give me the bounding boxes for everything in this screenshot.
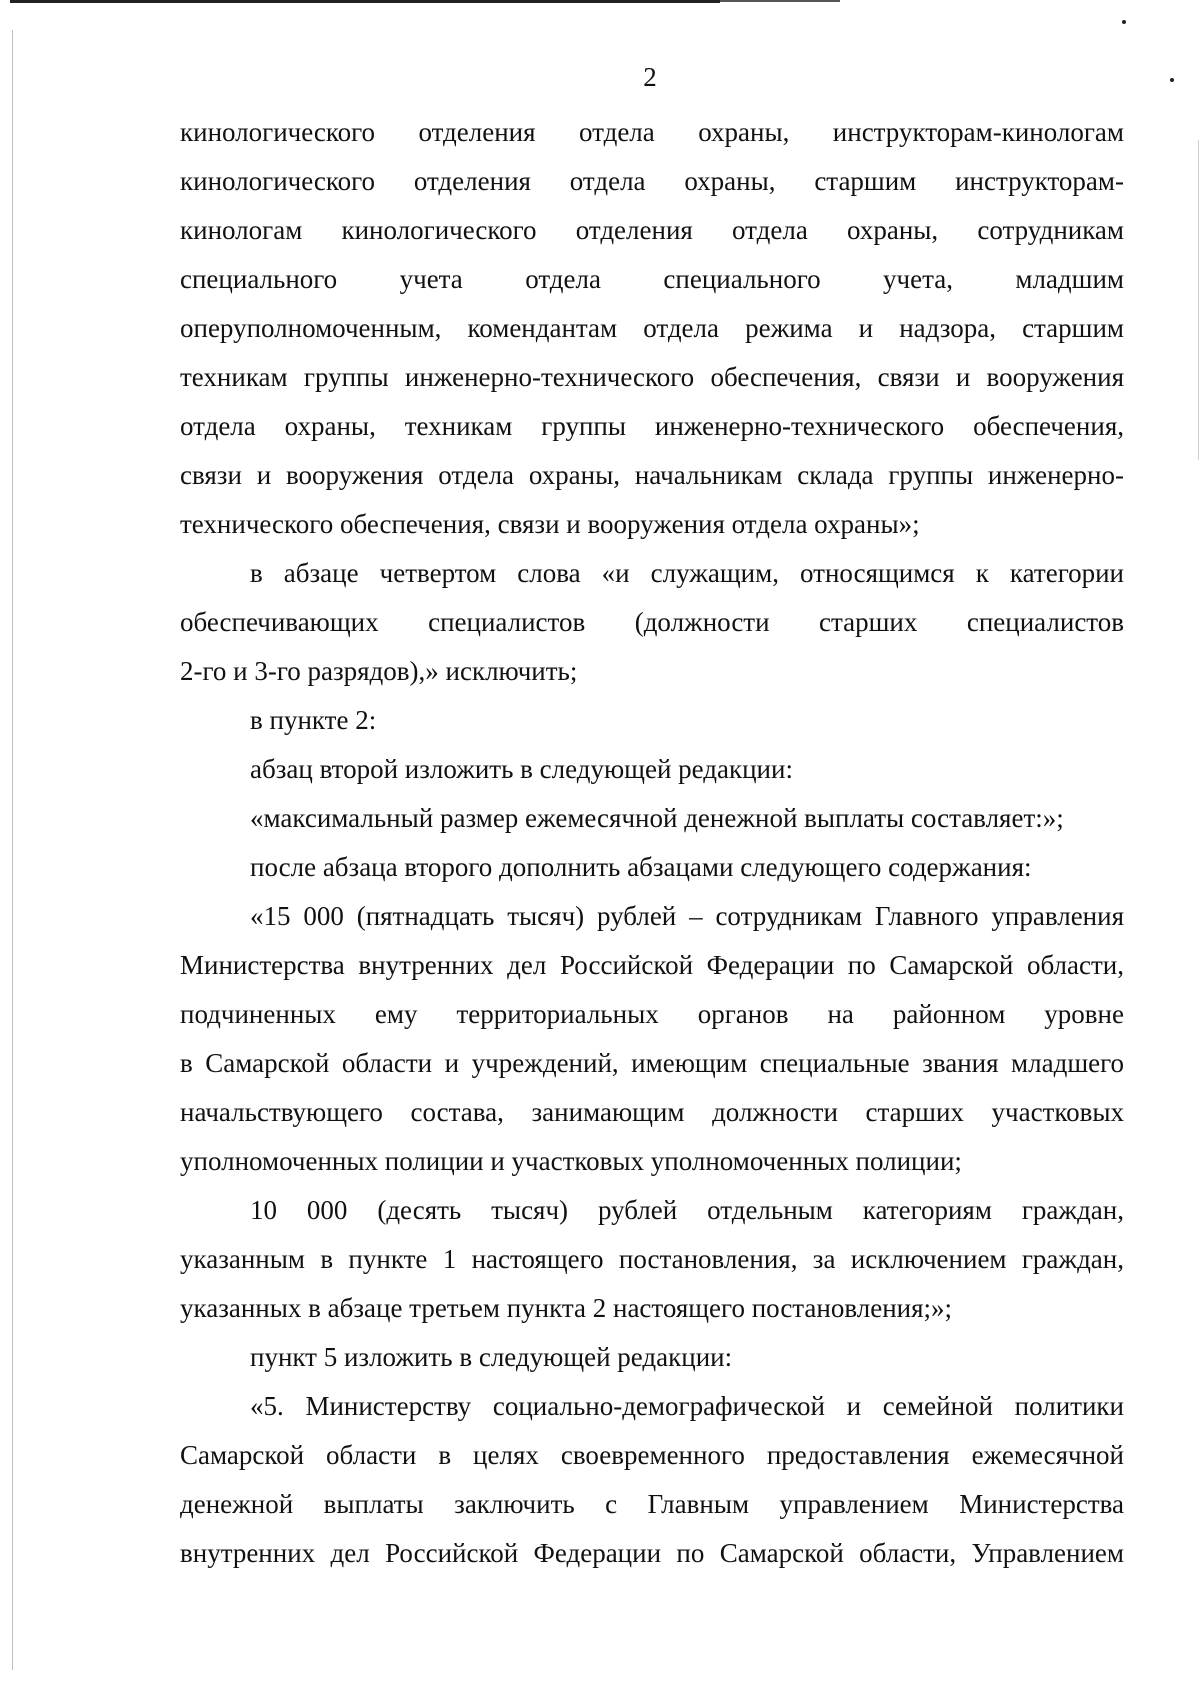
text-line: Самарской области в целях своевременного предоставления ежемесячной bbox=[180, 1440, 1124, 1470]
text-line: 2-го и 3-го разрядов),» исключить; bbox=[180, 656, 578, 686]
text-line: в Самарской области и учреждений, имеющим специальные звания младшего bbox=[180, 1048, 1124, 1078]
text-line: 10 000 (десять тысяч) рублей отдельным категориям граждан, bbox=[250, 1195, 1124, 1225]
text-line: пункт 5 изложить в следующей редакции: bbox=[250, 1342, 733, 1372]
text-line: кинологам кинологического отделения отдела охраны, сотрудникам bbox=[180, 215, 1124, 245]
text-line: уполномоченных полиции и участковых уполномоченных полиции; bbox=[180, 1146, 962, 1176]
text-line: обеспечивающих специалистов (должности старших специалистов bbox=[180, 607, 1124, 637]
text-line: указанным в пункте 1 настоящего постановления, за исключением граждан, bbox=[180, 1244, 1124, 1274]
text-line: отдела охраны, техникам группы инженерно-технического обеспечения, bbox=[180, 411, 1124, 441]
scan-edge-top bbox=[10, 0, 720, 3]
text-line: кинологического отделения отдела охраны, старшим инструкторам- bbox=[180, 166, 1124, 196]
text-line: технического обеспечения, связи и вооружения отдела охраны»; bbox=[180, 509, 920, 539]
text-line: связи и вооружения отдела охраны, начальникам склада группы инженерно- bbox=[180, 460, 1124, 490]
text-line: «15 000 (пятнадцать тысяч) рублей – сотрудникам Главного управления bbox=[250, 901, 1124, 931]
scan-speck bbox=[1122, 20, 1126, 24]
text-line: кинологического отделения отдела охраны, инструкторам-кинологам bbox=[180, 117, 1124, 147]
text-line: специального учета отдела специального учета, младшим bbox=[180, 264, 1124, 294]
text-line: абзац второй изложить в следующей редакции: bbox=[250, 754, 793, 784]
text-line: оперуполномоченным, комендантам отдела режима и надзора, старшим bbox=[180, 313, 1124, 343]
text-line: в абзаце четвертом слова «и служащим, относящимся к категории bbox=[250, 558, 1124, 588]
text-line: денежной выплаты заключить с Главным управлением Министерства bbox=[180, 1489, 1124, 1519]
text-line: указанных в абзаце третьем пункта 2 настоящего постановления;»; bbox=[180, 1293, 953, 1323]
body-text bbox=[180, 108, 1124, 1578]
scan-edge-top-secondary bbox=[720, 0, 840, 2]
text-line: внутренних дел Российской Федерации по Самарской области, Управлением bbox=[180, 1538, 1124, 1568]
page-number: 2 bbox=[643, 62, 657, 92]
text-line: после абзаца второго дополнить абзацами следующего содержания: bbox=[250, 852, 1032, 882]
text-line: начальствующего состава, занимающим должности старших участковых bbox=[180, 1097, 1124, 1127]
text-line: Министерства внутренних дел Российской Федерации по Самарской области, bbox=[180, 950, 1124, 980]
text-line: «5. Министерству социально-демографической и семейной политики bbox=[250, 1391, 1124, 1421]
scan-edge-left bbox=[12, 30, 13, 1670]
scan-edge-right bbox=[1198, 140, 1199, 460]
text-line: подчиненных ему территориальных органов на районном уровне bbox=[180, 999, 1124, 1029]
text-line: «максимальный размер ежемесячной денежной выплаты составляет:»; bbox=[250, 803, 1064, 833]
text-line: техникам группы инженерно-технического обеспечения, связи и вооружения bbox=[180, 362, 1124, 392]
text-line: в пункте 2: bbox=[250, 705, 377, 735]
